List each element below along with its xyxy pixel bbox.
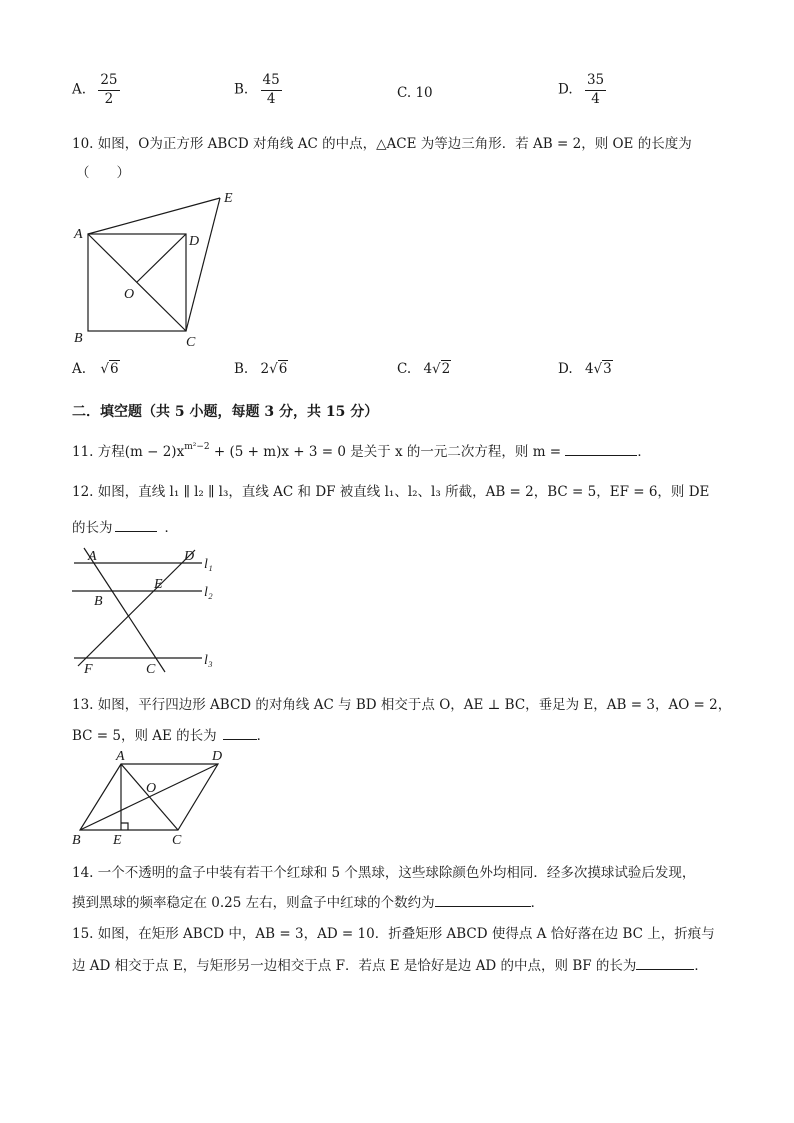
q14-answer-blank[interactable]: [435, 894, 531, 907]
label-a: A: [74, 227, 83, 242]
q11-middle: + (5 + m)x + 3 = 0 是关于 x 的一元二次方程，则 m =: [209, 444, 566, 460]
q10-answer-bracket: （ ）: [76, 165, 130, 181]
denominator: 2: [104, 90, 114, 107]
radicand: 6: [109, 361, 119, 377]
label-b: B: [74, 331, 83, 346]
label-c: C: [186, 335, 196, 350]
coefficient: 4: [423, 361, 433, 377]
q15-stem-line2: [72, 954, 708, 974]
fraction: [585, 74, 606, 106]
label-d: D: [212, 749, 223, 764]
label-a: A: [116, 749, 125, 764]
q13-parallelogram-figure: [68, 748, 238, 848]
q12-stem-line2: [72, 516, 178, 536]
q12-answer-blank[interactable]: [115, 519, 157, 532]
label-d: D: [189, 234, 200, 249]
section-2-heading: 二．填空题（共 5 小题，每题 3 分，共 15 分）: [72, 404, 379, 420]
q11-suffix: ．: [637, 444, 651, 460]
q14-stem: 14. 一个不透明的盒子中装有若干个红球和 5 个黑球，这些球除颜色外均相同．经多次摸球试验后发现，: [72, 865, 696, 881]
label-b: B: [72, 833, 81, 848]
segment-od: [137, 234, 186, 282]
q14-stem-line2: [72, 891, 544, 911]
label-d: D: [184, 549, 195, 564]
option-letter: A.: [72, 361, 87, 377]
label-e: E: [154, 577, 163, 592]
q12-parallel-lines-figure: [66, 542, 226, 676]
coefficient: 4: [584, 361, 594, 377]
label-l1: l₁: [204, 557, 213, 572]
radicand: 3: [603, 361, 612, 377]
q15-prefix: 边 AD 相交于点 E，与矩形另一边相交于点 F．若点 E 是恰好是边 AD 的中点，则 BF 的长为: [72, 958, 637, 974]
option-letter: A.: [72, 81, 87, 98]
segment-ae: [88, 198, 220, 234]
denominator: 4: [591, 90, 600, 107]
q12-suffix: ．: [164, 520, 178, 536]
q14-suffix: ．: [530, 895, 545, 911]
q11-prefix: 11. 方程(m − 2)x: [72, 444, 185, 460]
q9-option-b: [234, 74, 282, 106]
option-letter: B.: [234, 81, 249, 98]
radical: √2: [432, 361, 451, 377]
radicand: 2: [441, 361, 451, 377]
option-letter: D.: [558, 361, 573, 377]
q12-prefix: 的长为: [72, 520, 113, 536]
line-ac: [84, 548, 165, 672]
option-letter: B.: [234, 361, 249, 377]
q9-option-c: [397, 85, 433, 101]
label-l3: l₃: [204, 653, 213, 668]
label-l2: l₂: [204, 585, 213, 600]
q15-suffix: ．: [694, 958, 708, 974]
q15-stem: 15. 如图，在矩形 ABCD 中，AB = 3，AD = 10．折叠矩形 ABCD 使得点 A 恰好落在边 BC 上，折痕与: [72, 926, 715, 942]
radical: √6: [100, 361, 119, 377]
label-c: C: [146, 662, 156, 676]
numerator: 45: [261, 74, 282, 91]
numerator: 35: [585, 74, 606, 91]
label-f: F: [84, 662, 93, 676]
q13-suffix: ．: [256, 728, 271, 744]
label-a: A: [88, 549, 97, 564]
fraction: [261, 74, 282, 106]
label-e: E: [224, 191, 233, 206]
q13-prefix: BC = 5，则 AE 的长为: [72, 728, 217, 744]
q9-option-d: [558, 74, 606, 106]
q10-square-figure: [68, 188, 248, 350]
q10-stem: 10. 如图，O为正方形 ABCD 对角线 AC 的中点，△ACE 为等边三角形．若 AB = 2，则 OE 的长度为: [72, 136, 692, 152]
right-angle-mark: [121, 823, 128, 830]
q13-stem-line2: [72, 724, 270, 744]
q14-prefix: 摸到黑球的频率稳定在 0.25 左右，则盒子中红球的个数约为: [72, 895, 435, 911]
option-letter: D.: [558, 81, 573, 98]
numerator: 25: [98, 74, 119, 91]
q10-option-c: [397, 361, 451, 377]
q15-answer-blank[interactable]: [636, 957, 694, 970]
fraction: [98, 74, 119, 106]
radicand: 6: [278, 361, 288, 377]
q12-stem: 12. 如图，直线 l₁ ∥ l₂ ∥ l₃，直线 AC 和 DF 被直线 l₁、l₂、l₃ 所截，AB = 2，BC = 5，EF = 6，则 DE: [72, 484, 710, 500]
label-b: B: [94, 594, 103, 609]
option-letter: C.: [397, 361, 412, 377]
q13-answer-blank[interactable]: [223, 727, 257, 740]
q11-stem: [72, 440, 651, 460]
q9-option-a: [72, 74, 120, 106]
q10-option-b: [234, 361, 288, 377]
label-o: O: [124, 287, 135, 302]
q10-option-a: [72, 361, 120, 377]
coefficient: 2: [260, 361, 270, 377]
segment-ec: [186, 198, 220, 331]
label-o: O: [146, 781, 157, 796]
label-e: E: [113, 833, 122, 848]
q11-answer-blank[interactable]: [565, 443, 637, 456]
radical: √3: [593, 361, 612, 377]
q11-exponent: m²−2: [184, 442, 210, 452]
option-value: 10: [415, 85, 433, 101]
q10-option-d: [558, 361, 613, 377]
denominator: 4: [266, 90, 276, 107]
radical: √6: [269, 361, 288, 377]
q13-stem: 13. 如图，平行四边形 ABCD 的对角线 AC 与 BD 相交于点 O，AE ⊥ BC，垂足为 E，AB = 3，AO = 2，: [72, 697, 732, 713]
label-c: C: [172, 833, 182, 848]
option-letter: C.: [397, 85, 412, 101]
